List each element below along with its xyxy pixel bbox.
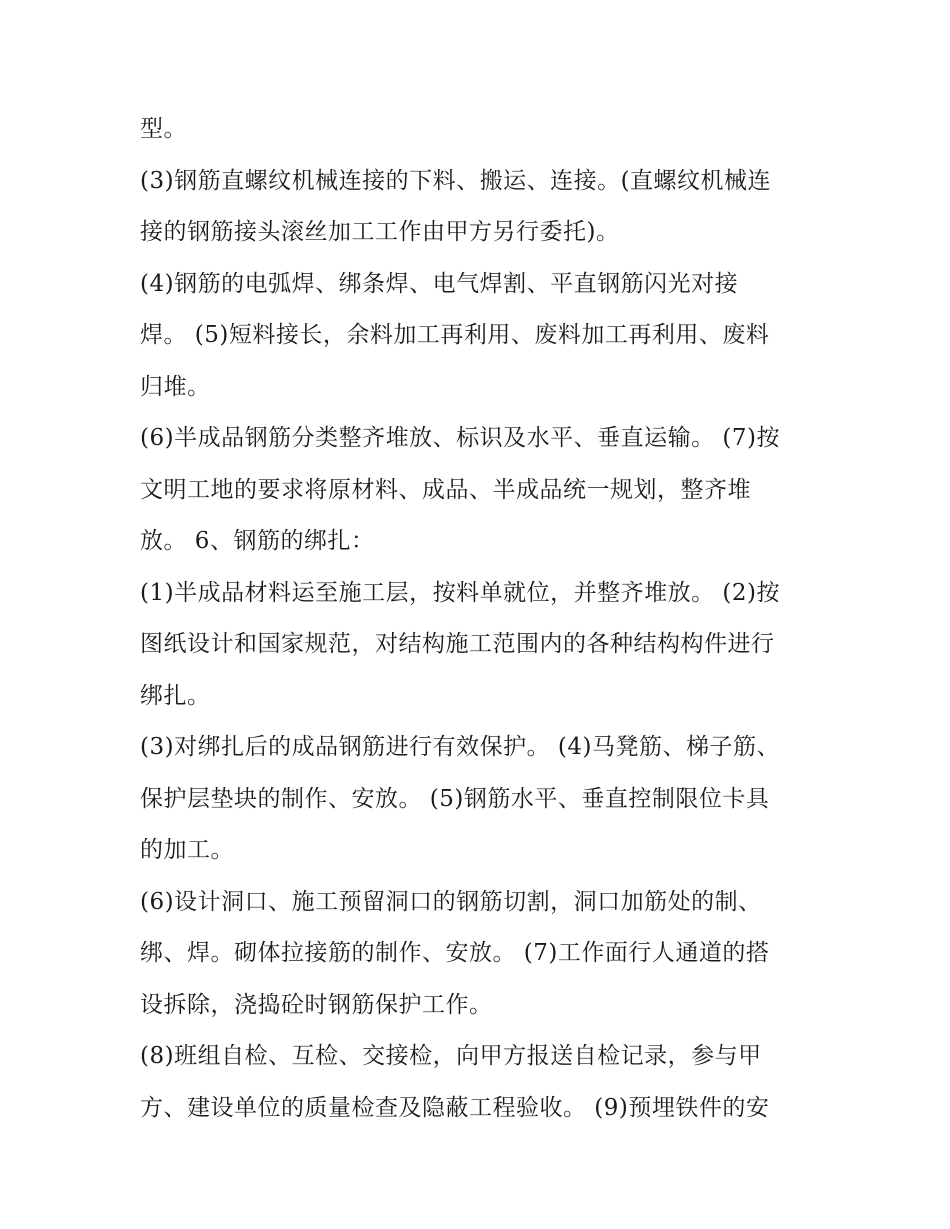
text-line-17: 绑、焊。砌体拉接筋的制作、安放。 (7)工作面行人通道的搭: [140, 940, 770, 966]
text-line-6: 归堆。: [140, 373, 211, 400]
text-line-20: 方、建设单位的质量检查及隐蔽工程验收。 (9)预埋铁件的安: [140, 1094, 770, 1121]
text-line-2: (3)钢筋直螺纹机械连接的下料、搬运、连接。(直螺纹机械连: [140, 167, 772, 194]
text-line-12: 绑扎。: [140, 682, 211, 709]
text-line-7: (6)半成品钢筋分类整齐堆放、标识及水平、垂直运输。 (7)按: [140, 425, 780, 451]
text-line-14: 保护层垫块的制作、安放。 (5)钢筋水平、垂直控制限位卡具: [140, 785, 770, 812]
text-line-3: 接的钢筋接头滚丝加工工作由甲方另行委托)。: [140, 219, 620, 245]
text-line-11: 图纸设计和国家规范，对结构施工范围内的各种结构构件进行: [140, 631, 775, 657]
text-line-4: (4)钢筋的电弧焊、绑条焊、电气焊割、平直钢筋闪光对接: [140, 270, 739, 297]
text-line-18: 设拆除，浇捣砼时钢筋保护工作。: [140, 991, 493, 1018]
text-line-19: (8)班组自检、互检、交接检，向甲方报送自检记录，参与甲: [140, 1043, 762, 1069]
text-line-1: 型。: [140, 116, 187, 142]
text-line-15: 的加工。: [140, 837, 234, 863]
text-line-13: (3)对绑扎后的成品钢筋进行有效保护。 (4)马凳筋、梯子筋、: [140, 734, 780, 760]
text-line-9: 放。 6、钢筋的绑扎：: [140, 528, 375, 554]
text-line-16: (6)设计洞口、施工预留洞口的钢筋切割，洞口加筋处的制、: [140, 888, 762, 915]
text-line-8: 文明工地的要求将原材料、成品、半成品统一规划，整齐堆: [140, 476, 751, 503]
text-line-5: 焊。 (5)短料接长，余料加工再利用、废料加工再利用、废料: [140, 322, 770, 348]
document-body: [140, 104, 820, 1134]
text-line-10: (1)半成品材料运至施工层，按料单就位，并整齐堆放。 (2)按: [140, 579, 780, 606]
